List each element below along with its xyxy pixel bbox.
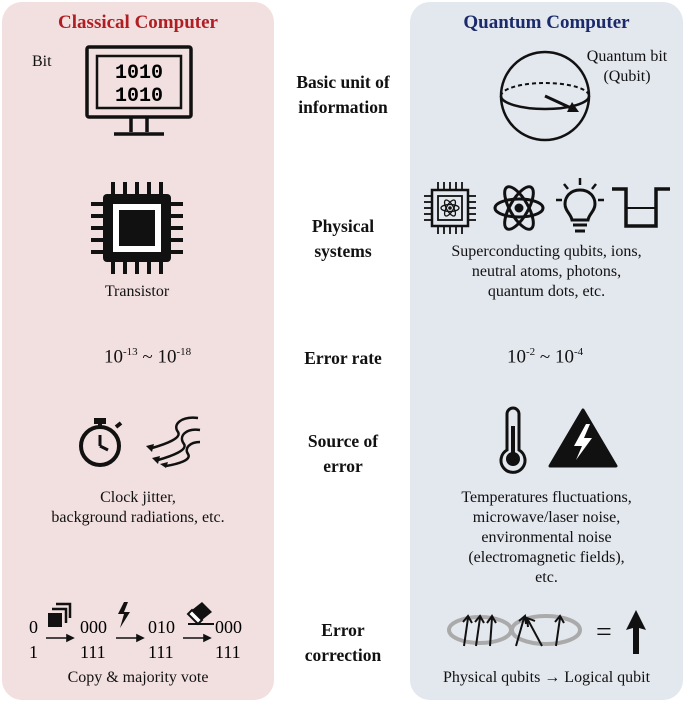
physical-systems-list (410, 242, 683, 302)
quantum-error-base1: 10 (507, 346, 526, 368)
category-basic-unit (276, 70, 410, 120)
qubit-label-line2: (Qubit) (603, 68, 651, 85)
quantum-error-rate (507, 346, 583, 368)
bit-010: 010 (148, 617, 175, 637)
physical-systems-line1: Superconducting qubits, ions, (451, 243, 642, 260)
quantum-source-line3: environmental noise (481, 529, 612, 546)
category-correction-line1: Error (321, 620, 365, 640)
classical-source-line1: Clock jitter, (100, 489, 176, 506)
equals-sign: = (596, 617, 612, 648)
bit-111-a: 111 (80, 642, 106, 662)
classical-error-base1: 10 (104, 346, 123, 368)
bit-111-b: 111 (148, 642, 174, 662)
category-source-of-error (276, 429, 410, 479)
category-source-line2: error (323, 456, 363, 476)
quantum-error-sources (410, 488, 683, 588)
category-physical-line1: Physical (311, 216, 375, 236)
bit-0: 0 (29, 617, 38, 637)
classical-error-sep: ~ (137, 346, 158, 368)
quantum-source-line5: etc. (535, 569, 558, 586)
classical-source-line2: background radiations, etc. (51, 509, 225, 526)
bloch-sphere-icon (497, 48, 593, 144)
quantum-chip-icon (424, 182, 476, 234)
category-error-rate (276, 346, 410, 371)
quantum-source-line1: Temperatures fluctuations, (461, 489, 632, 506)
category-physical-systems (276, 214, 410, 264)
copy-majority-vote-caption: Copy & majority vote (67, 669, 209, 686)
monitor-screen-line1: 1010 (114, 62, 164, 85)
thermometer-icon (496, 408, 530, 474)
classical-error-sources (2, 488, 274, 528)
atom-icon (492, 180, 546, 236)
physical-systems-line2: neutral atoms, photons, (471, 263, 622, 280)
monitor-screen-line2: 1010 (114, 85, 164, 108)
classical-error-base2: 10 (157, 346, 177, 368)
qubit-arrows-icon (446, 606, 586, 654)
high-voltage-icon (548, 408, 618, 468)
copy-majority-vote-diagram (24, 600, 254, 662)
category-basic-unit-line2: information (298, 97, 388, 117)
lightbulb-icon (556, 178, 604, 236)
lightning-icon (118, 602, 130, 628)
physical-systems-line3: quantum dots, etc. (487, 283, 606, 300)
quantum-source-line2: microwave/laser noise, (472, 509, 621, 526)
physical-to-logical-caption: Physical qubits → Logical qubit (442, 669, 651, 686)
classical-error-rate (104, 346, 191, 368)
eraser-icon (188, 602, 214, 624)
quantum-error-base2: 10 (554, 346, 574, 368)
classical-error-exp1: -13 (123, 346, 138, 358)
qubit-label (582, 47, 672, 87)
bit-label: Bit (32, 53, 52, 70)
quantum-column-title: Quantum Computer (463, 12, 630, 33)
category-error-rate-line1: Error rate (304, 348, 382, 368)
monitor-icon (84, 44, 194, 138)
qubit-label-line1: Quantum bit (586, 48, 668, 65)
quantum-error-exp1: -2 (526, 346, 536, 358)
category-error-correction (276, 618, 410, 668)
quantum-source-line4: (electromagnetic fields), (468, 549, 625, 566)
quantum-error-exp2: -4 (573, 346, 584, 358)
bit-111-c: 111 (215, 642, 241, 662)
transistor-label: Transistor (104, 283, 170, 300)
classical-column-title: Classical Computer (58, 12, 218, 33)
bit-000-a: 000 (80, 617, 107, 637)
bit-1: 1 (29, 642, 38, 662)
category-correction-line2: correction (304, 645, 382, 665)
quantum-error-sep: ~ (535, 346, 555, 368)
ion-trap-icon (612, 186, 670, 230)
radiation-waves-icon (142, 414, 204, 468)
category-source-line1: Source of (307, 431, 379, 451)
classical-error-exp2: -18 (176, 346, 192, 358)
bit-000-b: 000 (215, 617, 242, 637)
category-physical-line2: systems (314, 241, 372, 261)
chip-icon (91, 182, 183, 274)
copy-icon (48, 604, 70, 627)
logical-qubit-arrow-icon (624, 608, 648, 656)
stopwatch-icon (76, 414, 126, 468)
category-basic-unit-line1: Basic unit of (296, 72, 390, 92)
